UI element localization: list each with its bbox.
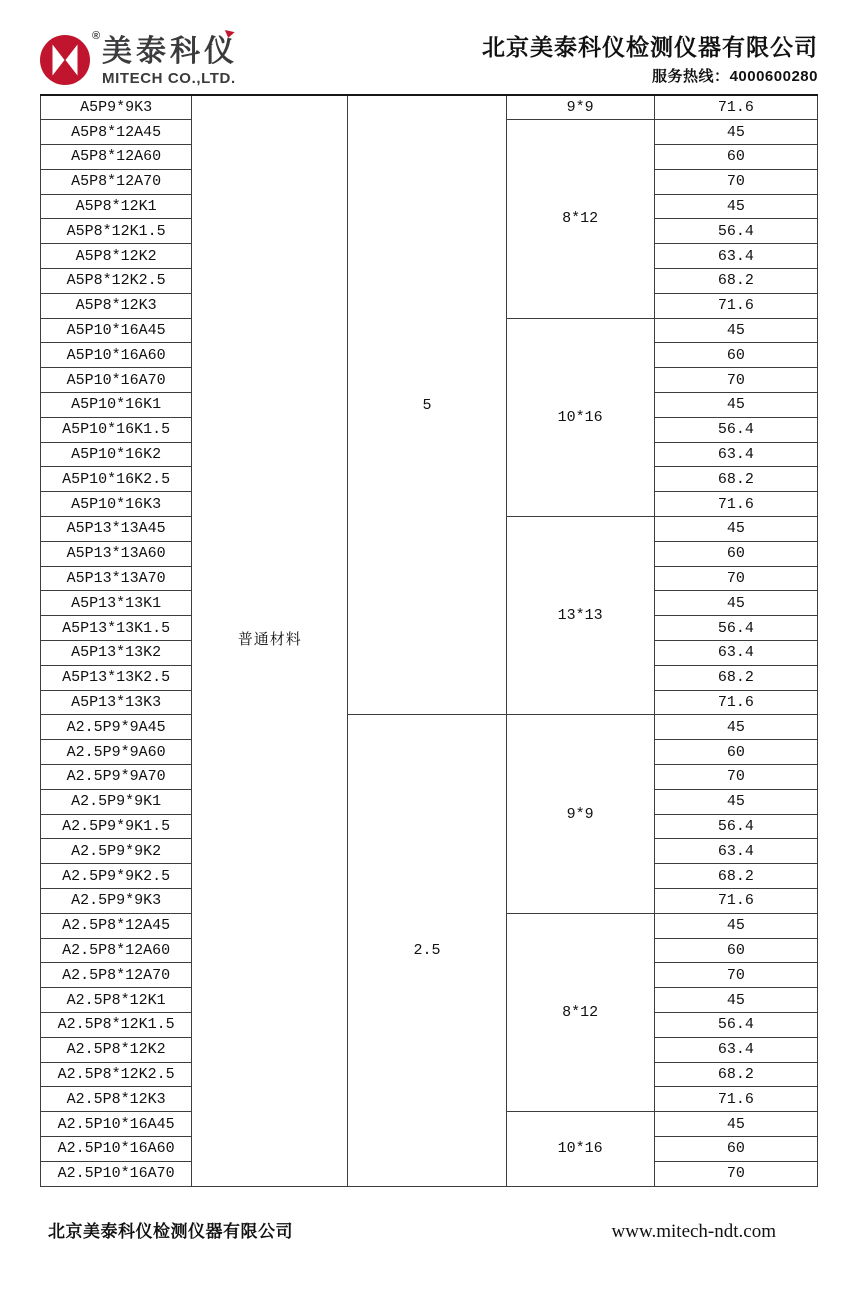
model-cell: A2.5P9*9K2 (41, 839, 192, 864)
model-cell: A5P8*12A60 (41, 145, 192, 170)
model-cell: A5P13*13K1.5 (41, 616, 192, 641)
value-cell: 45 (654, 318, 817, 343)
service-hotline (482, 65, 818, 86)
model-cell: A5P10*16A60 (41, 343, 192, 368)
value-cell: 68.2 (654, 864, 817, 889)
registered-trademark-mark: ® (92, 30, 101, 42)
probe-frequency-cell: 5 (348, 95, 506, 715)
value-cell: 45 (654, 120, 817, 145)
value-cell: 63.4 (654, 839, 817, 864)
table-row (41, 715, 818, 740)
value-cell: 70 (654, 169, 817, 194)
value-cell: 60 (654, 740, 817, 765)
model-cell: A5P13*13A70 (41, 566, 192, 591)
spec-table-body (41, 95, 818, 1186)
model-cell: A5P8*12K2.5 (41, 269, 192, 294)
model-cell: A5P8*12K3 (41, 293, 192, 318)
value-cell: 45 (654, 393, 817, 418)
model-cell: A5P8*12K1.5 (41, 219, 192, 244)
model-cell: A2.5P9*9K1.5 (41, 814, 192, 839)
footer (40, 1217, 818, 1243)
material-cell: 普通材料 (192, 95, 348, 1186)
value-cell: 60 (654, 541, 817, 566)
value-cell: 45 (654, 517, 817, 542)
value-cell: 60 (654, 343, 817, 368)
hotline-number: 4000600280 (729, 68, 818, 86)
model-cell: A2.5P9*9A45 (41, 715, 192, 740)
company-title: 北京美泰科仪检测仪器有限公司 (482, 34, 818, 60)
spec-table (40, 94, 818, 1187)
value-cell: 45 (654, 194, 817, 219)
footer-company: 北京美泰科仪检测仪器有限公司 (48, 1221, 293, 1241)
model-cell: A5P13*13K2.5 (41, 665, 192, 690)
model-cell: A2.5P10*16A45 (41, 1112, 192, 1137)
chip-size-cell: 8*12 (506, 120, 654, 318)
model-cell: A5P13*13A45 (41, 517, 192, 542)
model-cell: A5P8*12A45 (41, 120, 192, 145)
value-cell: 56.4 (654, 814, 817, 839)
model-cell: A2.5P10*16A60 (41, 1136, 192, 1161)
model-cell: A5P10*16A70 (41, 368, 192, 393)
chip-size-cell: 10*16 (506, 318, 654, 516)
table-row (41, 95, 818, 120)
probe-frequency-cell: 2.5 (348, 715, 506, 1186)
model-cell: A2.5P8*12A70 (41, 963, 192, 988)
model-cell: A2.5P8*12K1.5 (41, 1012, 192, 1037)
header (40, 30, 818, 87)
value-cell: 45 (654, 789, 817, 814)
value-cell: 71.6 (654, 889, 817, 914)
model-cell: A2.5P9*9K2.5 (41, 864, 192, 889)
value-cell: 56.4 (654, 417, 817, 442)
model-cell: A5P10*16K1 (41, 393, 192, 418)
mitech-bowtie-logo-icon (40, 35, 90, 85)
model-cell: A5P10*16K2.5 (41, 467, 192, 492)
chip-size-cell: 8*12 (506, 913, 654, 1111)
value-cell: 60 (654, 145, 817, 170)
value-cell: 68.2 (654, 665, 817, 690)
value-cell: 56.4 (654, 1012, 817, 1037)
value-cell: 56.4 (654, 219, 817, 244)
chip-size-cell: 9*9 (506, 715, 654, 913)
value-cell: 45 (654, 988, 817, 1013)
company-block (482, 30, 818, 86)
model-cell: A2.5P8*12A60 (41, 938, 192, 963)
value-cell: 71.6 (654, 690, 817, 715)
value-cell: 63.4 (654, 1037, 817, 1062)
value-cell: 68.2 (654, 269, 817, 294)
value-cell: 45 (654, 913, 817, 938)
value-cell: 60 (654, 1136, 817, 1161)
model-cell: A2.5P10*16A70 (41, 1161, 192, 1186)
value-cell: 63.4 (654, 442, 817, 467)
chip-size-cell: 9*9 (506, 95, 654, 120)
value-cell: 71.6 (654, 492, 817, 517)
chip-size-cell: 13*13 (506, 517, 654, 715)
model-cell: A2.5P9*9A60 (41, 740, 192, 765)
value-cell: 70 (654, 368, 817, 393)
model-cell: A5P10*16K3 (41, 492, 192, 517)
model-cell: A2.5P8*12K2.5 (41, 1062, 192, 1087)
model-cell: A5P13*13K3 (41, 690, 192, 715)
model-cell: A2.5P9*9A70 (41, 765, 192, 790)
value-cell: 60 (654, 938, 817, 963)
value-cell: 45 (654, 715, 817, 740)
model-cell: A2.5P8*12K3 (41, 1087, 192, 1112)
value-cell: 71.6 (654, 293, 817, 318)
value-cell: 63.4 (654, 641, 817, 666)
model-cell: A5P8*12A70 (41, 169, 192, 194)
model-cell: A5P8*12K1 (41, 194, 192, 219)
model-cell: A2.5P8*12A45 (41, 913, 192, 938)
value-cell: 45 (654, 1112, 817, 1137)
model-cell: A5P13*13A60 (41, 541, 192, 566)
model-cell: A2.5P9*9K3 (41, 889, 192, 914)
model-cell: A5P13*13K1 (41, 591, 192, 616)
model-cell: A5P10*16K2 (41, 442, 192, 467)
value-cell: 70 (654, 566, 817, 591)
value-cell: 56.4 (654, 616, 817, 641)
value-cell: 63.4 (654, 244, 817, 269)
brand-name-cn: 美泰科仪 (102, 37, 238, 67)
hotline-label: 服务热线： (652, 68, 730, 86)
chip-size-cell: 10*16 (506, 1112, 654, 1186)
value-cell: 71.6 (654, 95, 817, 120)
value-cell: 45 (654, 591, 817, 616)
footer-website: www.mitech-ndt.com (611, 1220, 776, 1242)
logo (40, 30, 238, 87)
model-cell: A5P8*12K2 (41, 244, 192, 269)
model-cell: A5P9*9K3 (41, 95, 192, 120)
value-cell: 70 (654, 1161, 817, 1186)
model-cell: A2.5P8*12K2 (41, 1037, 192, 1062)
brand-name-en: MITECH CO.,LTD. (102, 70, 236, 87)
brand-text (102, 35, 238, 87)
value-cell: 70 (654, 963, 817, 988)
model-cell: A5P10*16K1.5 (41, 417, 192, 442)
model-cell: A2.5P8*12K1 (41, 988, 192, 1013)
model-cell: A5P13*13K2 (41, 641, 192, 666)
value-cell: 71.6 (654, 1087, 817, 1112)
value-cell: 70 (654, 765, 817, 790)
model-cell: A2.5P9*9K1 (41, 789, 192, 814)
model-cell: A5P10*16A45 (41, 318, 192, 343)
value-cell: 68.2 (654, 467, 817, 492)
value-cell: 68.2 (654, 1062, 817, 1087)
